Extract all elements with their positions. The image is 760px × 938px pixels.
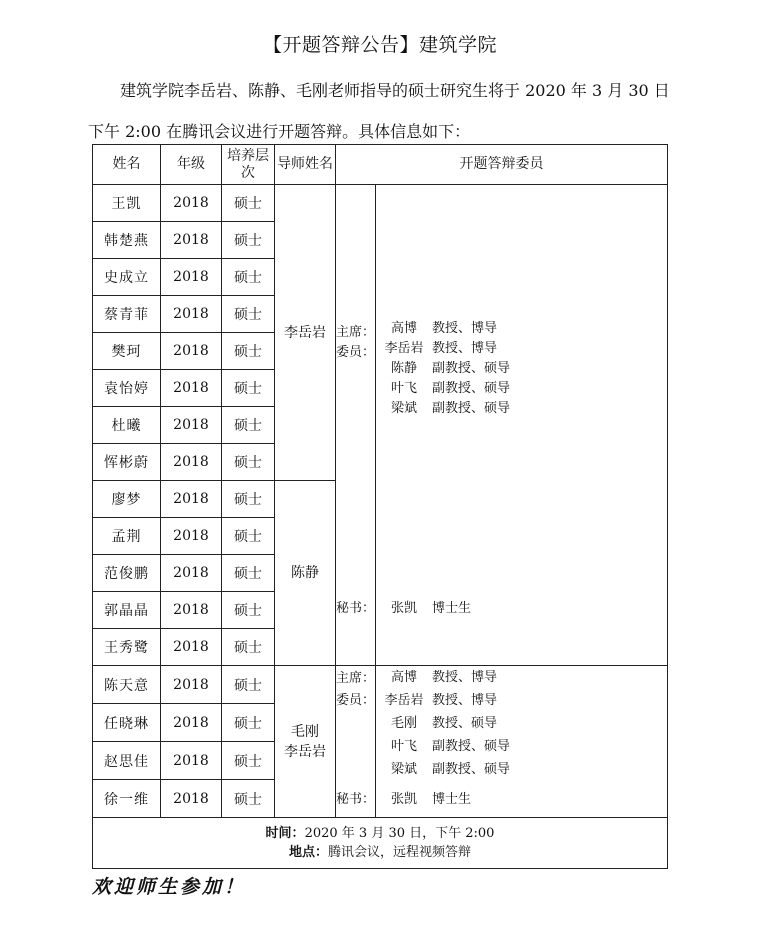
student-grade: 2018	[161, 407, 222, 444]
student-level: 硕士	[222, 742, 275, 780]
committee-member: 李岳岩 教授、博导	[384, 693, 498, 708]
chair-label: 主席：	[336, 325, 376, 340]
intro-paragraph: 建筑学院李岳岩、陈静、毛刚老师指导的硕士研究生将于 2020 年 3 月 30 日下午 2:00 在腾讯会议进行开题答辩。具体信息如下：	[88, 81, 670, 141]
committee-members-cell	[376, 666, 668, 818]
defense-table	[92, 144, 668, 869]
header-name: 姓名	[93, 145, 161, 185]
student-grade: 2018	[161, 666, 222, 704]
committee-member: 陈静 副教授、硕导	[390, 361, 511, 376]
place-line: 地点：腾讯会议，远程视频答辩	[288, 845, 472, 860]
table-row	[93, 666, 668, 704]
committee-roles-cell	[336, 185, 376, 666]
page-title: 【开题答辩公告】建筑学院	[262, 34, 497, 56]
student-grade: 2018	[161, 555, 222, 592]
advisor-cell: 陈静	[275, 481, 336, 666]
table-header-row	[93, 145, 668, 185]
student-name: 恽彬蔚	[93, 444, 161, 481]
student-name: 陈天意	[93, 666, 161, 704]
student-grade: 2018	[161, 518, 222, 555]
student-grade: 2018	[161, 629, 222, 666]
committee-members-cell	[376, 185, 668, 666]
committee-member: 李岳岩 教授、博导	[384, 341, 498, 356]
student-grade: 2018	[161, 742, 222, 780]
chair-label: 主席：	[336, 671, 376, 686]
time-line: 时间：2020 年 3 月 30 日，下午 2:00	[265, 826, 495, 841]
student-grade: 2018	[161, 370, 222, 407]
committee-member: 高博 教授、博导	[390, 670, 498, 685]
committee-secretary: 张凯 博士生	[390, 601, 472, 616]
student-level: 硕士	[222, 780, 275, 818]
table-footer-row	[93, 818, 668, 869]
student-grade: 2018	[161, 481, 222, 518]
student-grade: 2018	[161, 333, 222, 370]
student-grade: 2018	[161, 185, 222, 222]
student-name: 袁怡婷	[93, 370, 161, 407]
committee-roles-cell	[336, 666, 376, 818]
header-grade: 年级	[161, 145, 222, 185]
student-name: 史成立	[93, 259, 161, 296]
student-grade: 2018	[161, 592, 222, 629]
table-row	[93, 185, 668, 222]
student-name: 韩楚燕	[93, 222, 161, 259]
header-committee: 开题答辩委员	[336, 145, 668, 185]
student-name: 赵思佳	[93, 742, 161, 780]
committee-member: 叶飞 副教授、硕导	[390, 381, 511, 396]
student-level: 硕士	[222, 185, 275, 222]
student-name: 王秀鹭	[93, 629, 161, 666]
member-label: 委员：	[336, 345, 376, 360]
student-grade: 2018	[161, 704, 222, 742]
student-name: 王凯	[93, 185, 161, 222]
student-grade: 2018	[161, 296, 222, 333]
student-level: 硕士	[222, 666, 275, 704]
student-level: 硕士	[222, 555, 275, 592]
student-level: 硕士	[222, 333, 275, 370]
student-name: 徐一维	[93, 780, 161, 818]
header-advisor: 导师姓名	[275, 145, 336, 185]
student-name: 任晓琳	[93, 704, 161, 742]
advisor-cell: 李岳岩	[275, 185, 336, 481]
student-name: 廖梦	[93, 481, 161, 518]
student-name: 范俊鹏	[93, 555, 161, 592]
student-level: 硕士	[222, 444, 275, 481]
student-level: 硕士	[222, 259, 275, 296]
secretary-label: 秘书：	[336, 601, 376, 616]
student-name: 郭晶晶	[93, 592, 161, 629]
student-level: 硕士	[222, 370, 275, 407]
committee-member: 梁斌 副教授、硕导	[390, 401, 511, 416]
header-level: 培养层次	[222, 145, 275, 185]
student-name: 孟荆	[93, 518, 161, 555]
student-level: 硕士	[222, 518, 275, 555]
committee-secretary: 张凯 博士生	[390, 792, 472, 807]
committee-member: 梁斌 副教授、硕导	[390, 762, 511, 777]
student-level: 硕士	[222, 296, 275, 333]
student-grade: 2018	[161, 780, 222, 818]
advisor-name: 李岳岩	[284, 743, 326, 760]
student-name: 杜曦	[93, 407, 161, 444]
secretary-label: 秘书：	[336, 792, 376, 807]
student-level: 硕士	[222, 704, 275, 742]
student-name: 樊珂	[93, 333, 161, 370]
committee-member: 毛刚 教授、硕导	[390, 716, 498, 731]
welcome-text: 欢迎师生参加！	[92, 876, 247, 898]
member-label: 委员：	[336, 693, 376, 708]
advisor-name: 毛刚	[291, 723, 319, 740]
student-grade: 2018	[161, 259, 222, 296]
student-level: 硕士	[222, 407, 275, 444]
student-level: 硕士	[222, 481, 275, 518]
student-level: 硕士	[222, 222, 275, 259]
student-level: 硕士	[222, 592, 275, 629]
advisor-cell	[275, 666, 336, 818]
student-grade: 2018	[161, 222, 222, 259]
student-grade: 2018	[161, 444, 222, 481]
committee-member: 叶飞 副教授、硕导	[390, 739, 511, 754]
student-level: 硕士	[222, 629, 275, 666]
event-info	[93, 818, 668, 869]
student-name: 蔡青菲	[93, 296, 161, 333]
committee-member: 高博 教授、博导	[390, 321, 498, 336]
